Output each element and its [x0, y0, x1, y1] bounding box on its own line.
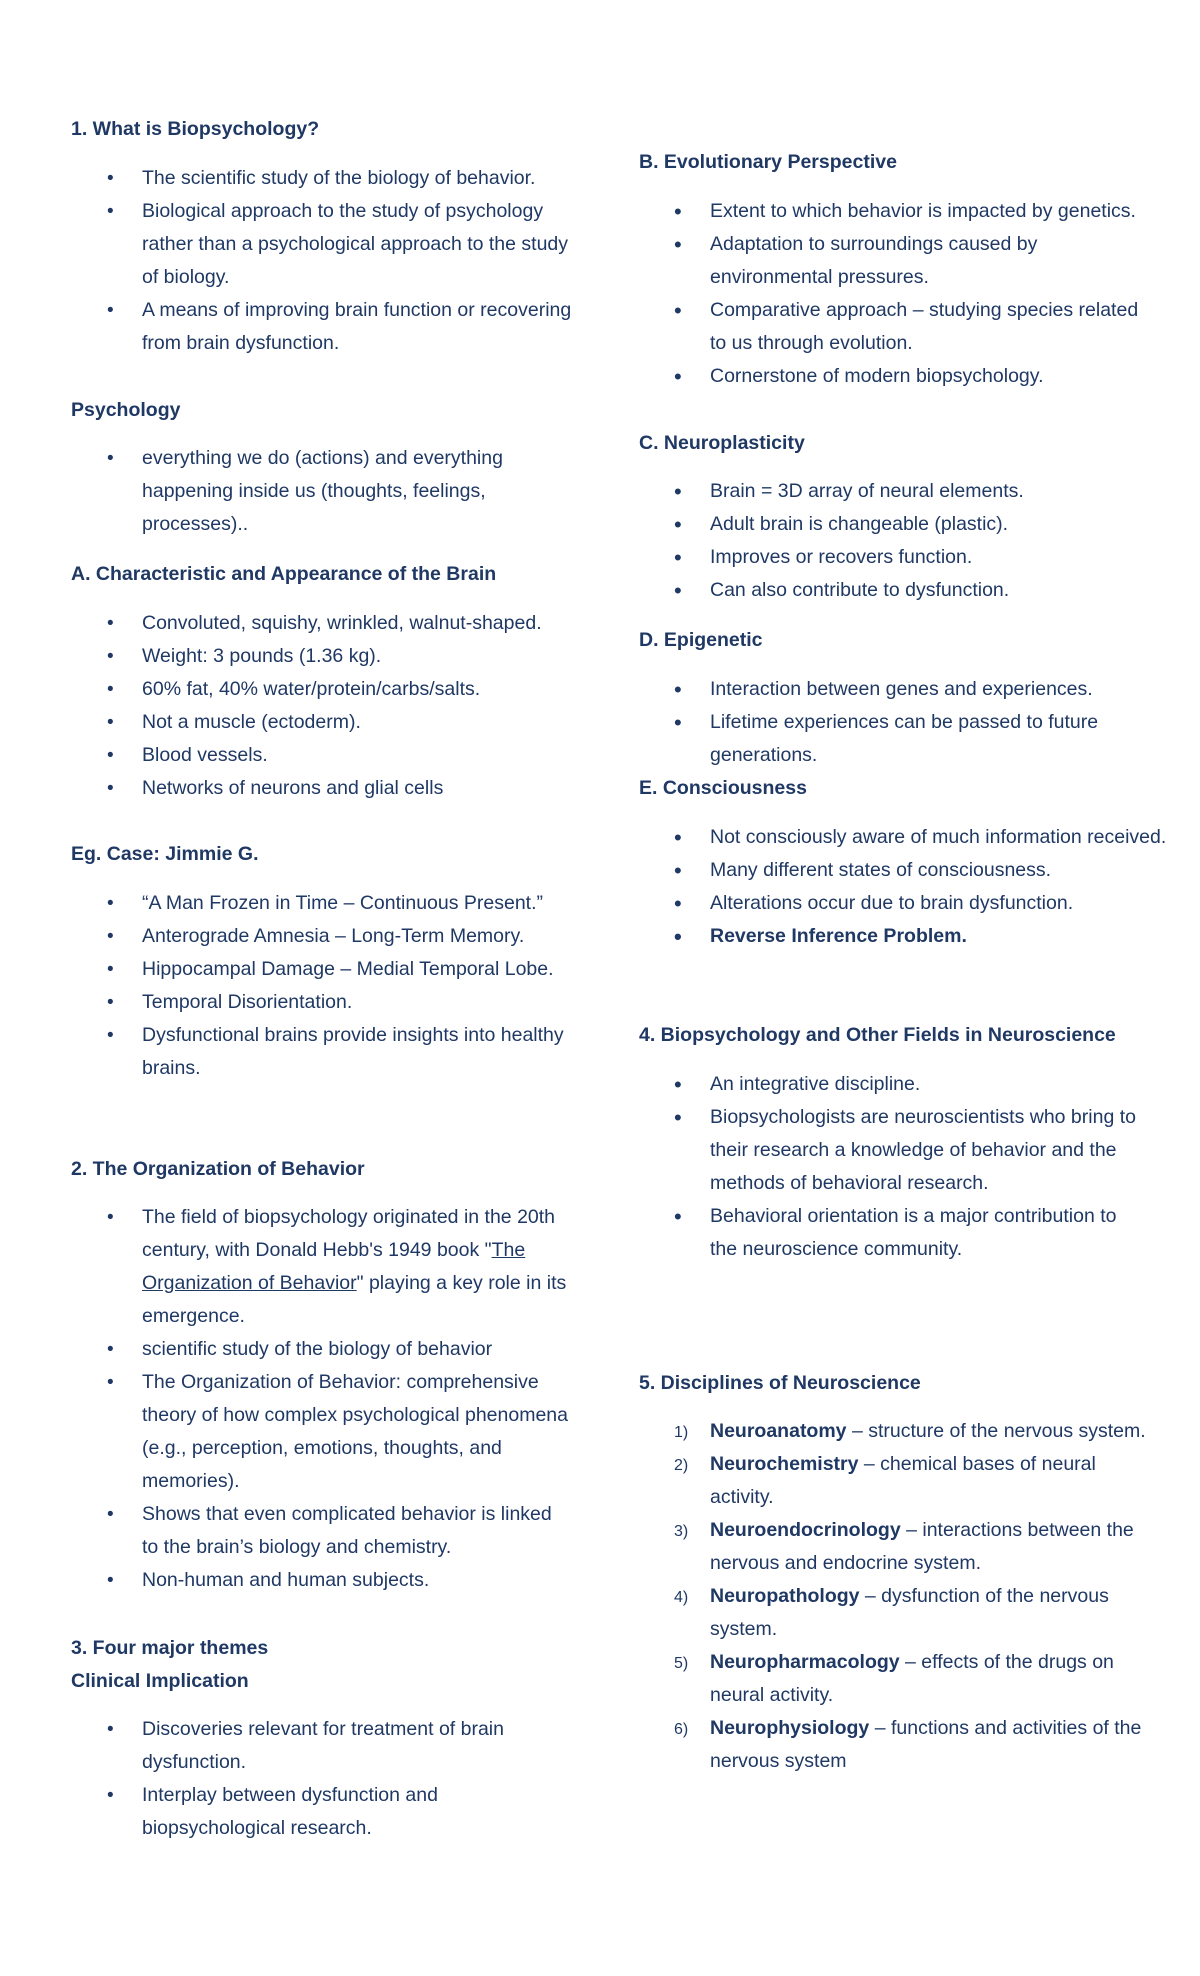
list-item: • Not a muscle (ectoderm). [71, 706, 581, 739]
list-item: • “A Man Frozen in Time – Continuous Present.” [71, 887, 581, 920]
term: Neuroendocrinology [710, 1519, 901, 1541]
section-2-list [71, 1201, 571, 1597]
list-item: • Biological approach to the study of psychology rather than a psychological approach to the study of biology. [71, 195, 581, 294]
list-number: 6) [674, 1721, 689, 1738]
list-item: • Alterations occur due to brain dysfunction. [639, 887, 1179, 920]
list-item: • everything we do (actions) and everything happening inside us (thoughts, feelings, processes).. [71, 442, 581, 541]
section-4-heading: 4. Biopsychology and Other Fields in Neuroscience [639, 1024, 1116, 1046]
list-item [639, 1514, 1149, 1580]
list-item: • The scientific study of the biology of behavior. [71, 162, 581, 195]
psychology-heading: Psychology [71, 399, 181, 421]
list-item: • Interaction between genes and experiences. [639, 673, 1179, 706]
clinical-list [71, 1713, 581, 1845]
section-d-list [639, 673, 1179, 772]
section-2-heading: 2. The Organization of Behavior [71, 1158, 365, 1180]
section-b-heading: B. Evolutionary Perspective [639, 151, 897, 173]
term-description: – effects of the drugs on neural activity. [710, 1651, 1114, 1706]
list-item: • Anterograde Amnesia – Long-Term Memory. [71, 920, 581, 953]
list-item: • Dysfunctional brains provide insights into healthy brains. [71, 1019, 581, 1085]
section-c-heading: C. Neuroplasticity [639, 432, 805, 454]
list-item: • Adult brain is changeable (plastic). [639, 508, 1179, 541]
list-item [639, 1448, 1149, 1514]
section-c-list [639, 475, 1179, 607]
list-item: • An integrative discipline. [639, 1068, 1139, 1101]
section-b-list [639, 195, 1149, 393]
list-item: • Discoveries relevant for treatment of brain dysfunction. [71, 1713, 581, 1779]
list-item: • Weight: 3 pounds (1.36 kg). [71, 640, 581, 673]
list-item: • Hippocampal Damage – Medial Temporal Lobe. [71, 953, 581, 986]
list-item: • Non-human and human subjects. [71, 1564, 571, 1597]
list-item [639, 1415, 1149, 1448]
list-item: • Reverse Inference Problem. [639, 920, 1179, 953]
item-text: " playing a key role in its emergence. [142, 1272, 567, 1327]
section-a-heading: A. Characteristic and Appearance of the Brain [71, 563, 497, 585]
list-item: • Many different states of consciousness. [639, 854, 1179, 887]
psychology-list [71, 442, 581, 541]
list-number: 2) [674, 1457, 689, 1474]
section-e-heading: E. Consciousness [639, 777, 807, 799]
term: Neurophysiology [710, 1717, 870, 1739]
case-heading: Eg. Case: Jimmie G. [71, 843, 259, 865]
list-item: • 60% fat, 40% water/protein/carbs/salts. [71, 673, 581, 706]
section-e-list [639, 821, 1179, 953]
section-1-heading: 1. What is Biopsychology? [71, 118, 320, 140]
section-a-list [71, 607, 581, 805]
list-item: • The Organization of Behavior: comprehensive theory of how complex psychological phenomena (e.g., perception, emotions, thoughts, and memories). [71, 1366, 571, 1498]
list-item: • Adaptation to surroundings caused by environmental pressures. [639, 228, 1149, 294]
list-item [639, 1646, 1149, 1712]
section-4-list [639, 1068, 1139, 1266]
section-5-list [639, 1415, 1149, 1778]
list-number: 3) [674, 1523, 689, 1540]
section-1-list [71, 162, 581, 360]
section-5-heading: 5. Disciplines of Neuroscience [639, 1372, 921, 1394]
list-item: • Can also contribute to dysfunction. [639, 574, 1179, 607]
section-3-heading: 3. Four major themes [71, 1637, 269, 1659]
list-item: • scientific study of the biology of behavior [71, 1333, 571, 1366]
list-item: • Extent to which behavior is impacted by genetics. [639, 195, 1149, 228]
section-d-heading: D. Epigenetic [639, 629, 763, 651]
list-item: • Shows that even complicated behavior is linked to the brain’s biology and chemistry. [71, 1498, 571, 1564]
list-item: • Behavioral orientation is a major contribution to the neuroscience community. [639, 1200, 1139, 1266]
term: Neuropathology [710, 1585, 860, 1607]
list-item: • Cornerstone of modern biopsychology. [639, 360, 1149, 393]
list-item [639, 1580, 1149, 1646]
list-item: • Temporal Disorientation. [71, 986, 581, 1019]
list-item: • Blood vessels. [71, 739, 581, 772]
list-item: • Lifetime experiences can be passed to future generations. [639, 706, 1179, 772]
case-list [71, 887, 581, 1085]
list-number: 5) [674, 1655, 689, 1672]
term-description: – structure of the nervous system. [846, 1420, 1146, 1442]
list-item: • Brain = 3D array of neural elements. [639, 475, 1179, 508]
list-item: • Biopsychologists are neuroscientists who bring to their research a knowledge of behavior and the methods of behavioral research. [639, 1101, 1139, 1200]
list-item: • Interplay between dysfunction and biopsychological research. [71, 1779, 581, 1845]
term-description: – interactions between the nervous and endocrine system. [710, 1519, 1134, 1574]
term-description: – dysfunction of the nervous system. [710, 1585, 1109, 1640]
list-item: • Comparative approach – studying species related to us through evolution. [639, 294, 1149, 360]
list-number: 1) [674, 1424, 689, 1441]
book-title-link[interactable]: The Organization of Behavior [142, 1239, 526, 1294]
list-item: • Convoluted, squishy, wrinkled, walnut-shaped. [71, 607, 581, 640]
item-text: The field of biopsychology originated in the 20th century, with Donald Hebb's 1949 book " [142, 1206, 556, 1261]
list-item: • Networks of neurons and glial cells [71, 772, 581, 805]
term: Neuropharmacology [710, 1651, 900, 1673]
term: Neurochemistry [710, 1453, 859, 1475]
list-number: 4) [674, 1589, 689, 1606]
term-description: – chemical bases of neural activity. [710, 1453, 1096, 1508]
term-description: – functions and activities of the nervous system [710, 1717, 1142, 1772]
list-item [71, 1201, 571, 1333]
list-item [639, 1712, 1149, 1778]
list-item: • Improves or recovers function. [639, 541, 1179, 574]
list-item: • A means of improving brain function or recovering from brain dysfunction. [71, 294, 581, 360]
term: Neuroanatomy [710, 1420, 847, 1442]
list-item: • Not consciously aware of much information received. [639, 821, 1179, 854]
clinical-heading: Clinical Implication [71, 1670, 249, 1692]
